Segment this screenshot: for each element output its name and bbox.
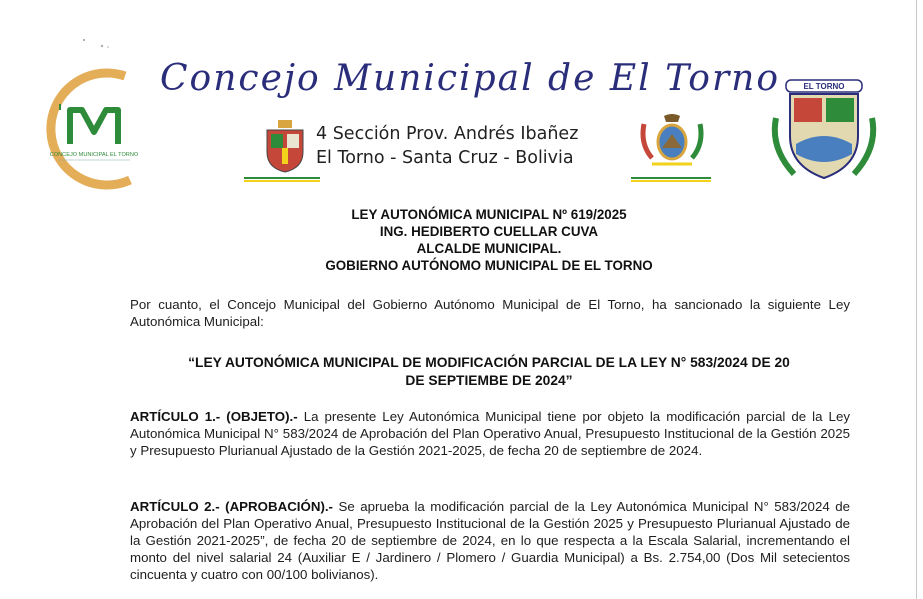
law-title-line-1: “LEY AUTONÓMICA MUNICIPAL DE MODIFICACIÓN PARCIAL DE LA LEY N° 583/2024 DE 20 xyxy=(188,355,790,370)
article-2 xyxy=(130,498,850,583)
intro-paragraph: Por cuanto, el Concejo Municipal del Gobierno Autónomo Municipal de El Torno, ha sancionado la siguiente Ley Autonómica Municipal: xyxy=(130,297,850,329)
government-name: GOBIERNO AUTÓNOMO MUNICIPAL DE EL TORNO xyxy=(325,258,653,273)
article-1-text: La presente Ley Autonómica Municipal tiene por objeto la modificación parcial de la Ley Autonómica Municipal N° 583/2024 de Aprobación del Plan Operativo Anual, Presupuesto Institucional de la Gestión 2025 y Presupuesto Plurianual Ajustado de la Gestión 2021-2025, de fecha 20 de septiembre de 2024. xyxy=(130,409,850,458)
flag-stripes-left xyxy=(244,177,320,184)
article-1 xyxy=(130,408,850,459)
flag-stripes-right xyxy=(631,177,711,184)
law-heading xyxy=(130,206,848,274)
page-edge xyxy=(916,0,917,599)
concejo-logo xyxy=(30,62,160,192)
mayor-title: ALCALDE MUNICIPAL. xyxy=(416,241,562,256)
mayor-name: ING. HEDIBERTO CUELLAR CUVA xyxy=(379,224,599,239)
article-2-text: Se aprueba la modificación parcial de la Ley Autonómica Municipal N° 583/2024 de Aprobación del Plan Operativo Anual, Presupuesto Institucional de la Gestión 2025 y Presupuesto Plurianual Ajustado de la Gestión 2021-2025”, de fecha 20 de septiembre de 2024, en lo que respecta a la Escala Salarial, incrementando el monto del nivel salarial 24 (Auxiliar E / Jardinero / Plomero / Guardia Municipal) a Bs. 2.754,00 (Dos Mil setecientos cincuenta y cuatro con 00/100 bolivianos). xyxy=(130,499,850,582)
law-title xyxy=(130,354,848,390)
article-1-label: ARTÍCULO 1.- (OBJETO).- xyxy=(130,409,298,424)
law-title-line-2: DE SEPTIEMBE DE 2024” xyxy=(405,373,573,388)
council-title: Concejo Municipal de El Torno xyxy=(160,58,781,99)
torno-coat-of-arms-icon xyxy=(262,118,308,174)
el-torno-shield-icon xyxy=(768,78,880,188)
shield-text: EL TORNO xyxy=(803,82,845,91)
council-subtitle xyxy=(316,122,646,170)
bolivia-coat-of-arms-icon xyxy=(638,114,706,174)
subtitle-line-1: 4 Sección Prov. Andrés Ibañez xyxy=(316,124,579,144)
scan-specks xyxy=(80,36,120,56)
logo-text: CONCEJO MUNICIPAL EL TORNO xyxy=(49,152,139,158)
article-2-label: ARTÍCULO 2.- (APROBACIÓN).- xyxy=(130,499,333,514)
law-number: LEY AUTONÓMICA MUNICIPAL Nº 619/2025 xyxy=(351,207,627,222)
subtitle-line-2: El Torno - Santa Cruz - Bolivia xyxy=(316,148,574,168)
